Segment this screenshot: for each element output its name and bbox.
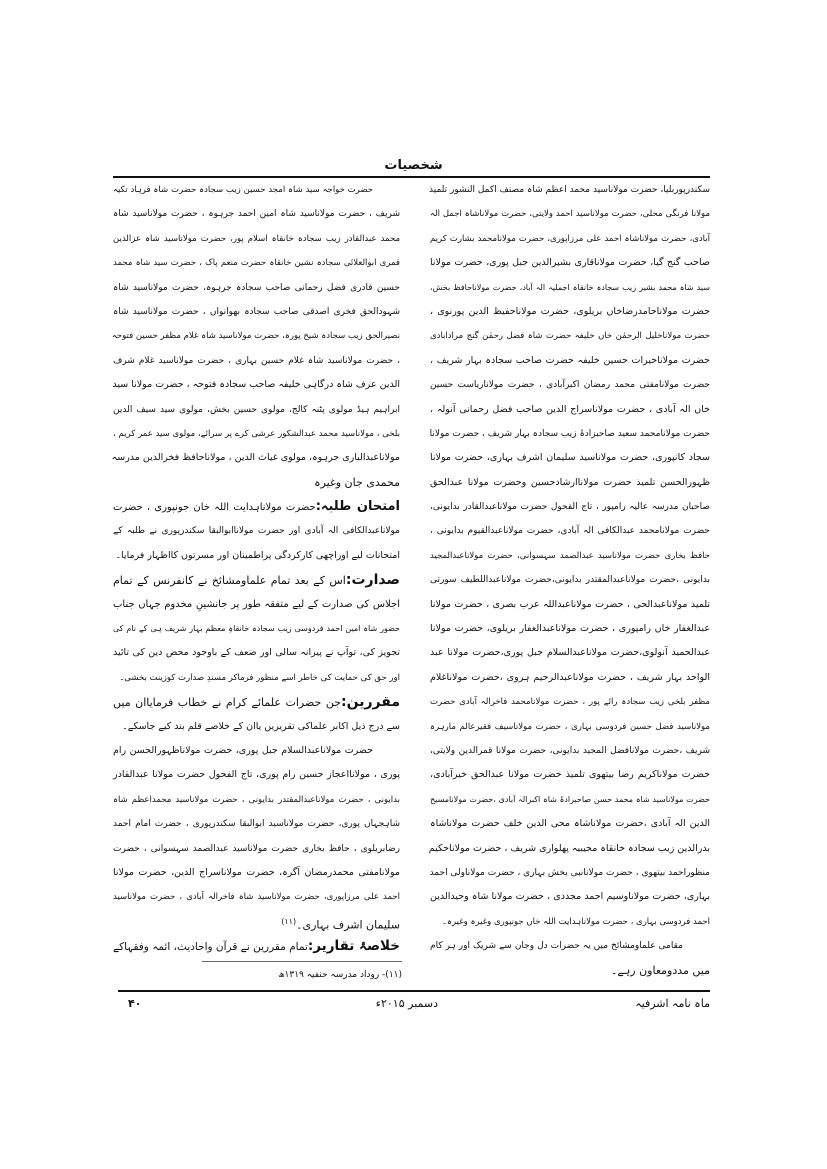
text-line	[430, 300, 710, 324]
line-text: مولاناعبدالکافی الہ آبادی اور حضرت مولاناابوالبقا سکندرپوری نے طلبہ کے	[113, 526, 400, 537]
text-line	[430, 568, 710, 592]
text-line	[113, 398, 400, 422]
line-text: ظہورالحسن تلمیذ حضرت مولاناارشادحسین وحضرت مولانا عبدالحق	[430, 476, 710, 488]
line-text: حضرت مولاناکریم رضا بیتھوی تلمیذ حضرت مولانا عبدالحق خیرآبادی،	[430, 769, 710, 781]
text-line	[113, 715, 400, 739]
line-text: الدین الہ آبادی ،حضرت مولاناشاہ محی الدین خلف حضرت مولاناشاہ	[430, 818, 710, 830]
text-line	[113, 519, 400, 543]
text-line	[430, 763, 710, 787]
text-line	[113, 641, 400, 665]
text-line	[113, 202, 400, 226]
line-text: احمد علی مرزاپوری، حضرت مولاناسید شاہ فاخرالہ آبادی ، حضرت مولاناسید	[113, 892, 400, 903]
line-text: شاہجہاں پوری، حضرت مولاناسید ابوالبقا سکندرپوری ، حضرت امام احمد	[113, 819, 400, 830]
line-text: عبدالحمید آنولوی،حضرت مولاناعبدالسلام جبل پوری،حضرت مولانا عبد	[430, 647, 710, 659]
line-text: حضور شاہ امین احمد فردوسی زیب سجادہ خانقاہِ معظم بہار شریف ہی کے نام کی	[113, 624, 400, 634]
line-text: تلمیذ مولاناعبدالحی ، حضرت مولاناعبداللہ عرب بصری ، حضرت مولانا	[430, 598, 710, 610]
line-text: حضرت مولاناعبدالسلام جبل پوری، حضرت مولاناظہورالحسن رام	[113, 744, 373, 756]
line-text: خاں الہ آبادی ، حضرت مولاناسراج الدین صاحب فضل رحمانی آنولہ ،	[430, 403, 710, 415]
footnote-marker: (۱۱)	[281, 916, 297, 926]
line-text: مولانا فرنگی محلی، حضرت مولاناسید احمد ولایتی، حضرت مولاناشاہ اجمل الہ	[430, 209, 710, 220]
line-text: حضرت مولاناسید شاہ محمد حسن صاحبزادۂ شاہ اکبرالہ آبادی ،حضرت مولانامسیح	[430, 794, 710, 804]
text-line	[113, 763, 400, 787]
line-text: اجلاس کی صدارت کے لیے متفقہ طور پر جانشینِ مخدوم جہاں جناب	[113, 598, 400, 610]
footer-magazine-name: ماہ نامہ اشرفیہ	[635, 997, 710, 1010]
text-line	[430, 885, 710, 909]
line-text: شہودالحق فخری اصدقی صاحب سجادہ بھوانواں ، حضرت مولاناسید شاہ	[113, 306, 400, 317]
line-text: حضرت مولاناخلیل الرحمٰن خاں خلیفہ حضرت شاہ فضل رحمٰن گنج مرادابادی	[430, 331, 710, 342]
line-text: بہاری، حضرت مولاناوسیم احمد مجددی ، حضرت مولانا شاہ وحیدالدین	[430, 891, 710, 903]
line-text: حضرت مولاناہدایت اللہ خان جونپوری ، حضرت	[113, 502, 316, 514]
text-line	[430, 812, 710, 836]
section-heading: خلاصۂ تقاریر:	[307, 938, 400, 955]
text-line	[430, 495, 710, 519]
text-line	[430, 324, 710, 348]
line-text: آبادی، حضرت مولاناشاہ احمد علی مرزاپوری، حضرت مولانامحمد بشارت کریم	[430, 233, 710, 244]
line-text: پوری ، مولانااعجاز حسین رام پوری، تاج الفحول حضرت مولانا عبدالقادر	[113, 769, 400, 781]
line-text: امتحانات لیے اوراچھی کارکردگی پراطمینان اور مسرتوں کااظہار فرمایا۔	[115, 549, 400, 561]
line-text: بلخی ، مولاناسید محمد عبدالشکور عرشی کرے پر سرائے، مولوی سید عمر کریم ،	[113, 428, 400, 439]
text-line	[430, 959, 710, 983]
line-text: عبدالغفار خاں رامپوری ، حضرت مولاناعبدالغفار بریلوی، حضرت مولانا	[430, 623, 710, 635]
text-line	[113, 934, 400, 958]
line-text: اور حق کی حمایت کی خاطر اسے منظور فرماکر مسندِ صدارت کوزینت بخشی۔	[119, 672, 400, 683]
line-text: تمام مقررین نے قرآن واحادیث، ائمہ وفقہاکے	[112, 941, 308, 954]
text-line	[113, 422, 400, 446]
text-line	[430, 398, 710, 422]
text-line	[430, 202, 710, 226]
line-text: الواحد بہار شریف ، حضرت مولاناعبدالرحیم ہروی ،حضرت مولاناغلام	[430, 671, 710, 683]
text-line	[430, 373, 710, 397]
text-line	[430, 837, 710, 861]
footnote-rule	[202, 961, 402, 962]
line-text: مولاناعبدالباری جرہوہ، مولوی غیاث الدین ، مولاناحافظ فخرالدین مدرسہ	[111, 452, 400, 464]
text-line	[113, 349, 400, 373]
text-line	[430, 690, 710, 714]
text-line	[113, 617, 400, 641]
text-line	[113, 276, 400, 300]
line-text: حافظ بخاری حضرت مولاناسید عبدالصمد سہسوانی، حضرت مولاناعبدالمجید	[430, 550, 710, 561]
text-line	[113, 373, 400, 397]
line-text: نصیرالحق زیب سجادہ شیخ پورہ، حضرت مولاناسید شاہ غلام مظفر حسین فتوحہ	[111, 331, 400, 342]
text-line	[113, 251, 400, 275]
line-text: صاحب گنج گیا، حضرت مولاناقاری بشیرالدین جبل پوری، حضرت مولانا	[430, 257, 710, 269]
text-line	[113, 471, 400, 495]
text-line	[113, 666, 400, 690]
text-line	[113, 324, 400, 348]
line-text: سید شاہ محمد بشیر زیب سجادہ خانقاہ اجملیہ الہ آباد، حضرت مولاناحافظ بخش،	[430, 282, 710, 292]
line-text: شریف ،حضرت مولانافضل المجید بدایونی، حضرت مولانا قمرالدین ولایتی،	[430, 745, 710, 756]
text-line	[113, 885, 400, 909]
section-heading: صدارت:	[345, 572, 400, 589]
line-text: حضرت مولانامفتی محمد رمضان اکبرآبادی ، حضرت مولاناریاست حسین	[430, 380, 710, 391]
text-line	[430, 715, 710, 739]
text-line	[113, 812, 400, 836]
line-text: بدرالدین زیب سجادہ خانقاہ مجیبیہ پھلواری شریف ، حضرت مولاناحکیم	[428, 842, 710, 854]
footnote: (۱۱)- روداد مدرسہ حنفیہ ۱۳۱۹ھ	[278, 970, 402, 980]
line-text: حضرت مولاناخیرات حسین خلیفہ حضرت صاحب سجادہ بہار شریف ،	[430, 354, 710, 366]
footer-rule	[118, 990, 710, 992]
line-text: احمد فردوسی بہاری ، حضرت مولاناہدایت اللہ خاں جونپوری وغیرہ وغیرہ۔	[442, 916, 710, 927]
text-line	[430, 519, 710, 543]
text-line	[430, 788, 710, 812]
line-text: ابراہیم ہیڈ مولوی پٹنہ کالج، مولوی حسین بخش، مولوی سید سیف الدین	[113, 404, 400, 415]
section-heading: امتحان طلبہ:	[315, 499, 401, 515]
text-line	[430, 227, 710, 251]
line-text: حسین قادری فضل رحمانی صاحب سجادہ جرہوہ، حضرت مولاناسید شاہ	[113, 282, 400, 293]
line-text: جن حضرات علمائے کرام نے خطاب فرمایاان میں	[113, 696, 342, 710]
text-line	[430, 251, 710, 275]
line-text: بدایونی ، حضرت مولاناعبدالمقتدر بدایونی ، حضرت مولاناسید محمداعظم شاہ	[113, 794, 400, 805]
line-text: مولانامفتی محمدرمضان آگرہ، حضرت مولاناسراج الدین، حضرت مولانا	[113, 866, 400, 878]
text-line	[113, 178, 400, 202]
line-text: سکندرپوربلیا، حضرت مولاناسید محمد اعظم شاہ مصنف اکمل النشور تلمیذ	[429, 185, 710, 195]
text-line	[113, 568, 400, 592]
text-line	[113, 739, 400, 763]
text-line	[430, 641, 710, 665]
line-text: حضرت مولانامحمد عبدالکافی الہ آبادی، حضرت مولاناعبدالقیوم بدایونی ،	[430, 526, 710, 537]
line-text: مقامی علماومشائخ میں یہ حضرات دل وجان سے شریک اور ہر کام	[430, 941, 683, 952]
text-line	[430, 617, 710, 641]
text-line	[113, 861, 400, 885]
text-line	[430, 910, 710, 934]
line-text: محمد عبدالقادر زیب سجادہ خانقاہ اسلام پور، حضرت مولاناسید شاہ عزالدین	[113, 233, 400, 244]
line-text: مولاناسید فضل حسین فردوسی بہاری ، حضرت مولاناسیف فقیرعالم مارہرہ	[430, 721, 710, 732]
text-line	[113, 593, 400, 617]
line-text: حضرت خواجہ سید شاہ امجد حسین زیب سجادہ حضرت شاہ فرہاد تکیہ	[113, 185, 373, 195]
text-line	[113, 495, 400, 519]
line-text: حضرت مولاناحامدرضاخاں بریلوی، حضرت مولاناحفیظ الدین پورنوی ،	[430, 305, 710, 317]
text-line	[430, 934, 710, 958]
line-text: سجاد کانپوری، حضرت مولاناسید سلیمان اشرف بہاری، حضرت مولانا	[430, 452, 710, 464]
line-text: تجویز کی، توآپ نے پیرانہ سالی اور ضعف کے باوجود محض دین کی تائید	[113, 647, 400, 659]
section-title: شخصیات	[384, 158, 443, 173]
line-text: سے درج ذیل اکابر علماکی تقریریں یاان کے خلاصے قلم بند کیے جاسکے۔	[122, 720, 400, 732]
text-line	[430, 446, 710, 470]
left-column	[113, 178, 400, 959]
text-line	[113, 788, 400, 812]
line-text: حضرت مولانامحمد سعید صاحبزادۂ زیب سجادہ بہار شریف ، حضرت مولانا	[429, 428, 710, 439]
line-text: الدین عرف شاہ درگاہی خلیفہ صاحب سجادہ فتوحہ ، حضرت مولانا سید	[112, 379, 400, 391]
text-line	[113, 910, 400, 934]
text-line	[430, 593, 710, 617]
text-line	[430, 178, 710, 202]
page-number: ۴۰	[128, 997, 142, 1010]
section-heading: مقررین:	[341, 694, 400, 711]
text-line	[430, 276, 710, 300]
text-line	[430, 422, 710, 446]
line-text: بدایونی ،حضرت مولاناعبدالمقتدر بدایونی،حضرت مولاناعبداللطیف سورتی	[430, 575, 710, 586]
text-line	[430, 739, 710, 763]
line-text: ، حضرت مولاناسید شاہ غلام حسین بہاری ، حضرت مولاناسید غلام شرف	[113, 355, 400, 366]
line-text: اس کے بعد تمام علماومشائخ نے کانفرنس کے تمام	[113, 574, 346, 588]
text-line	[113, 300, 400, 324]
line-text: قمری ابوالعلائی سجادہ نشین خانقاہ حضرت منعم پاک ، حضرت سید شاہ محمد	[113, 258, 400, 269]
text-line	[430, 471, 710, 495]
line-text: سلیمان اشرف بہاری۔	[296, 918, 400, 932]
text-line	[113, 227, 400, 251]
line-text: رضابریلوی ، حافظ بخاری حضرت مولاناسید عبدالصمد سہسوانی ، حضرت	[113, 843, 400, 854]
text-line	[113, 690, 400, 714]
text-line	[430, 666, 710, 690]
line-text: مظفر بلخی زیب سجادہ رائے پور ، حضرت مولانامحمد فاخرالہ آبادی حضرت	[430, 697, 710, 708]
text-line	[113, 544, 400, 568]
text-line	[430, 349, 710, 373]
line-text: محمدی جان وغیرہ	[314, 475, 400, 489]
footer-date: دسمبر ۲۰۱۵ء	[375, 997, 438, 1010]
line-text: شریف ، حضرت مولاناسید شاہ امین احمد جرہوہ ، حضرت مولاناسید شاہ	[113, 209, 400, 220]
line-text: منظوراحمد بیتھوی ، حضرت مولانانبی بخش بہاری ، حضرت مولاناولی احمد	[429, 867, 710, 878]
text-line	[113, 837, 400, 861]
line-text: صاحبان مدرسہ عالیہ رامپور ، تاج الفحول حضرت مولاناعبدالقادر بدایونی،	[430, 502, 710, 513]
right-column	[430, 178, 710, 983]
text-line	[113, 446, 400, 470]
text-line	[430, 861, 710, 885]
line-text: میں مددومعاون رہے۔	[610, 963, 710, 977]
text-line	[430, 544, 710, 568]
